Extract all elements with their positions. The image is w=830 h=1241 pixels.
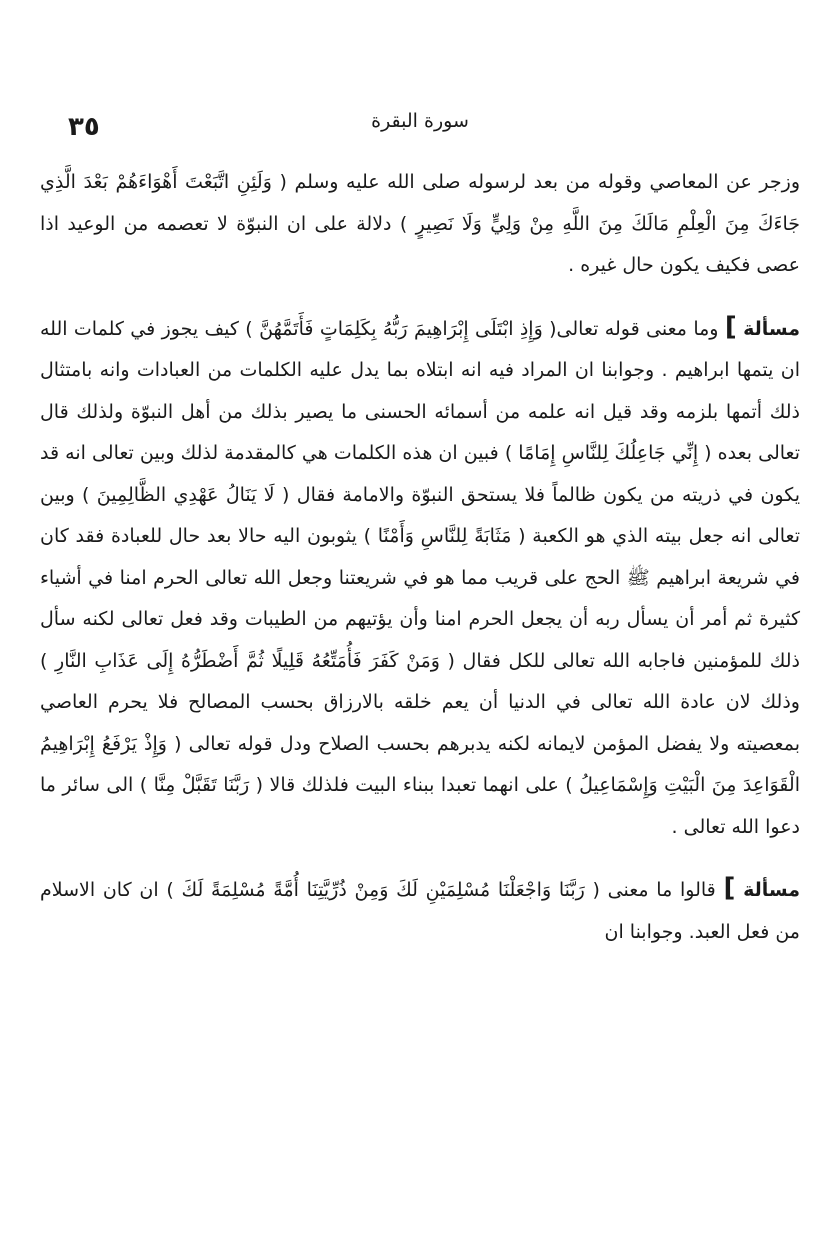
running-title: سورة البقرة [371,110,469,132]
page-number: ٣٥ [68,112,100,142]
page-header [40,108,800,148]
body-text [40,162,800,953]
paragraph-text: وما معنى قوله تعالى( وَإِذِ ابْتَلَى إِبْرَاهِيمَ رَبُّهُ بِكَلِمَاتٍ فَأَتَمَّهُنَّ ) كيف يجوز في كلمات الله ان يتمها ابراهيم . وجوابنا ان المراد فيه انه ابتلاه بما يدل عليه الكلمات من العبادات وانه بامتثال ذلك أتمها بلزمه وقد قيل انه علمه من أسمائه الحسنى ما يصير بذلك من أهل النبوّة ولذلك قال تعالى بعده ( إِنِّي جَاعِلُكَ لِلنَّاسِ إِمَامًا ) فبين ان هذه الكلمات هي كالمقدمة لذلك وبين تعالى انه قد يكون في ذريته من يكون ظالماً فلا يستحق النبوّة والامامة فقال ( لَا يَنَالُ عَهْدِي الظَّالِمِينَ ) وبين تعالى انه جعل بيته الذي هو الكعبة ( مَثَابَةً لِلنَّاسِ وَأَمْنًا ) يثوبون اليه حالا بعد حال للعبادة فقد كان في شريعة ابراهيم ﷺ الحج على قريب مما هو في شريعتنا وجعل الله تعالى الحرم امنا في أشياء كثيرة ثم أمر أن يسأل ربه أن يجعل الحرم امنا وأن يؤتيهم من الطيبات وقد فعل تعالى لكنه سأل ذلك للمؤمنين فاجابه الله تعالى للكل فقال ( وَمَنْ كَفَرَ فَأُمَتِّعُهُ قَلِيلًا ثُمَّ أَضْطَرُّهُ إِلَى عَذَابِ النَّارِ ) وذلك لان عادة الله تعالى في الدنيا أن يعم خلقه بالارزاق بحسب المصالح فلا يحرم العاصي بمعصيته ولا يفضل المؤمن لايمانه لكنه يدبرهم بحسب الصلاح ودل قوله تعالى ( وَإِذْ يَرْفَعُ إِبْرَاهِيمُ الْقَوَاعِدَ مِنَ الْبَيْتِ وَإِسْمَاعِيلُ ) على انهما تعبدا ببناء البيت فلذلك قالا ( رَبَّنَا تَقَبَّلْ مِنَّا ) الى سائر ما دعوا الله تعالى . [40,317,800,838]
paragraph-text: وزجر عن المعاصي وقوله من بعد لرسوله صلى الله عليه وسلم ( وَلَئِنِ اتَّبَعْتَ أَهْوَاءَهُمْ بَعْدَ الَّذِي جَاءَكَ مِنَ الْعِلْمِ مَالَكَ مِنَ اللَّهِ مِنْ وَلِيٍّ وَلَا نَصِيرٍ ) دلالة على ان النبوّة لا تعصمه من الوعيد اذا عصى فكيف يكون حال غيره . [40,171,800,276]
paragraph [40,162,800,287]
question-bracket: ] [723,873,736,903]
question-label: مسألة [743,879,801,901]
question-bracket: ] [724,311,737,342]
paragraph [40,868,800,953]
paragraph-text: قالوا ما معنى ( رَبَّنَا وَاجْعَلْنَا مُسْلِمَيْنِ لَكَ وَمِنْ ذُرِّيَّتِنَا أُمَّةً مُسْلِمَةً لَكَ ) ان كان الاسلام من فعل العبد. وجوابنا ان [40,879,800,943]
paragraph [40,307,800,849]
question-label: مسألة [743,317,800,340]
